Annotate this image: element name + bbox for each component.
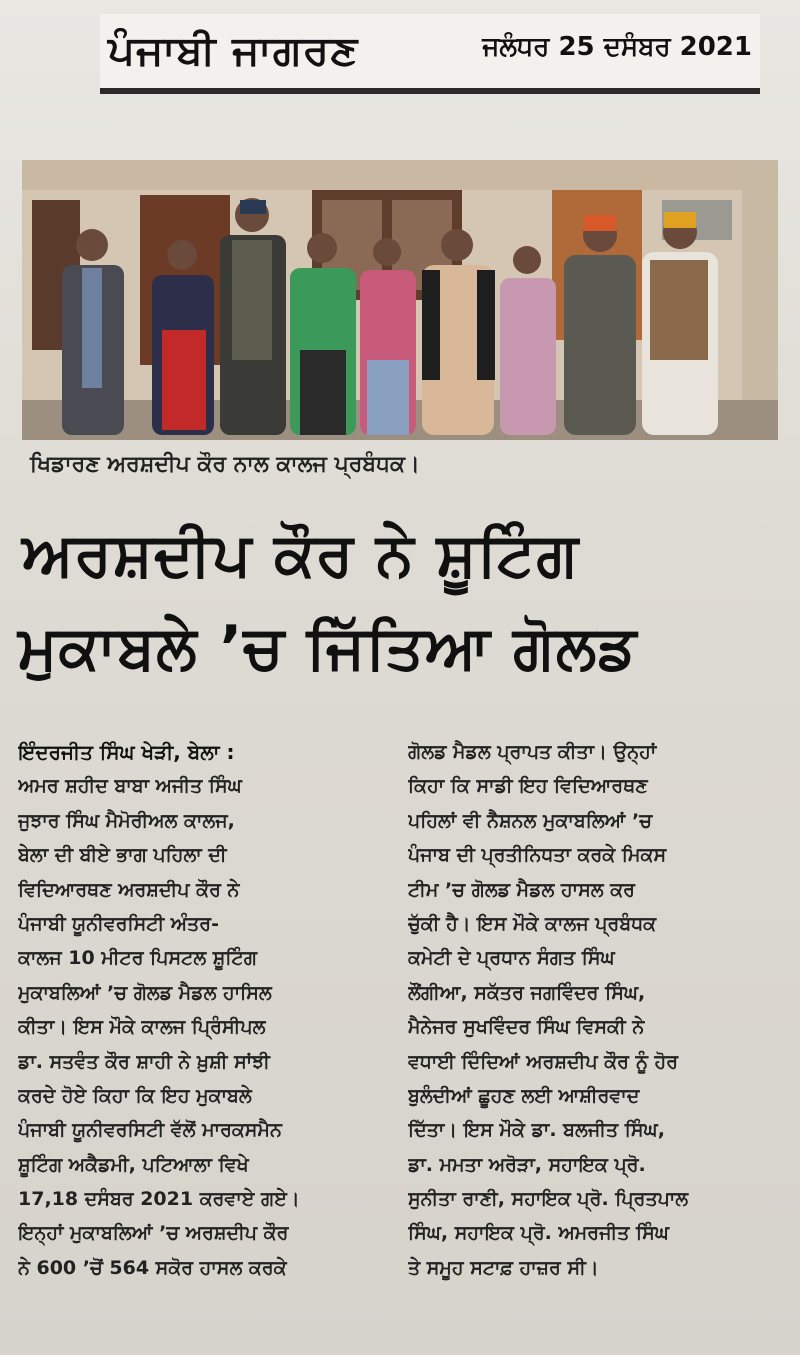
article-line: ਟੀਮ ’ਚ ਗੋਲਡ ਮੈਡਲ ਹਾਸਲ ਕਰ [408,878,635,901]
article-line: ਪੰਜਾਬੀ ਯੂਨੀਵਰਸਿਟੀ ਵੱਲੋਂ ਮਾਰਕਸਮੈਨ [18,1119,282,1142]
article-line: ਮੁਕਾਬਲਿਆਂ ’ਚ ਗੋਲਡ ਮੈਡਲ ਹਾਸਿਲ [18,981,272,1004]
article-line: ਵਿਦਿਆਰਥਣ ਅਰਸ਼ਦੀਪ ਕੌਰ ਨੇ [18,878,240,901]
article-line: ਪੰਜਾਬ ਦੀ ਪ੍ਰਤੀਨਿਧਤਾ ਕਰਕੇ ਮਿਕਸ [408,844,667,867]
article-line: ਲੌਂਗੀਆ, ਸਕੱਤਰ ਜਗਵਿੰਦਰ ਸਿੰਘ, [408,981,646,1004]
article-column-right [408,735,782,1285]
headline-line-2: ਮੁਕਾਬਲੇ ’ਚ ਜਿੱਤਿਆ ਗੋਲਡ [18,613,638,683]
article-line: ਇਨ੍ਹਾਂ ਮੁਕਾਬਲਿਆਂ ’ਚ ਅਰਸ਼ਦੀਪ ਕੌਰ [18,1222,289,1245]
article-line: ਚੁੱਕੀ ਹੈ। ਇਸ ਮੌਕੇ ਕਾਲਜ ਪ੍ਰਬੰਧਕ [408,912,657,935]
article-line: ਤੇ ਸਮੂਹ ਸਟਾਫ਼ ਹਾਜ਼ਰ ਸੀ। [408,1256,599,1279]
article-column-left [18,735,390,1285]
photo-caption: ਖਿਡਾਰਣ ਅਰਸ਼ਦੀਪ ਕੌਰ ਨਾਲ ਕਾਲਜ ਪ੍ਰਬੰਧਕ। [30,452,420,477]
article-line: ਅਮਰ ਸ਼ਹੀਦ ਬਾਬਾ ਅਜੀਤ ਸਿੰਘ [18,775,242,798]
article-line: ਵਧਾਈ ਦਿੰਦਿਆਂ ਅਰਸ਼ਦੀਪ ਕੌਰ ਨੂੰ ਹੋਰ [408,1050,678,1073]
article-line: ਬੇਲਾ ਦੀ ਬੀਏ ਭਾਗ ਪਹਿਲਾ ਦੀ [18,844,227,867]
article-line: ਕਿਹਾ ਕਿ ਸਾਡੀ ਇਹ ਵਿਦਿਆਰਥਣ [408,775,648,798]
article-line: ਗੋਲਡ ਮੈਡਲ ਪ੍ਰਾਪਤ ਕੀਤਾ। ਉਨ੍ਹਾਂ [408,741,657,763]
article-line: ਕਾਲਜ 10 ਮੀਟਰ ਪਿਸਟਲ ਸ਼ੂਟਿੰਗ [18,947,257,970]
article-line: ਸੁਨੀਤਾ ਰਾਣੀ, ਸਹਾਇਕ ਪ੍ਰੋ. ਪ੍ਰਿਤਪਾਲ [408,1188,689,1211]
dateline: ਜਲੰਧਰ 25 ਦਸੰਬਰ 2021 [482,32,752,62]
article-line: ਸਿੰਘ, ਸਹਾਇਕ ਪ੍ਰੋ. ਅਮਰਜੀਤ ਸਿੰਘ [408,1222,669,1245]
article-line: ਮੈਨੇਜਰ ਸੁਖਵਿੰਦਰ ਸਿੰਘ ਵਿਸਕੀ ਨੇ [408,1016,645,1039]
article-line: ਇੰਦਰਜੀਤ ਸਿੰਘ ਖੇੜੀ, ਬੇਲਾ : [18,740,235,764]
article-line: ਕਰਦੇ ਹੋਏ ਕਿਹਾ ਕਿ ਇਹ ਮੁਕਾਬਲੇ [18,1084,252,1107]
newspaper-logo: ਪੰਜਾਬੀ ਜਾਗਰਣ [108,28,359,74]
article-line: ਨੇ 600 ’ਚੋਂ 564 ਸਕੋਰ ਹਾਸਲ ਕਰਕੇ [18,1256,287,1279]
article-line: ਪੰਜਾਬੀ ਯੂਨੀਵਰਸਿਟੀ ਅੰਤਰ- [18,912,219,935]
article-line: ਡਾ. ਸਤਵੰਤ ਕੌਰ ਸ਼ਾਹੀ ਨੇ ਖ਼ੁਸ਼ੀ ਸਾਂਝੀ [18,1050,270,1073]
group-photo [22,160,778,440]
article-line: ਕਮੇਟੀ ਦੇ ਪ੍ਰਧਾਨ ਸੰਗਤ ਸਿੰਘ [408,947,615,970]
article-line: ਸ਼ੂਟਿੰਗ ਅਕੈਡਮੀ, ਪਟਿਆਲਾ ਵਿਖੇ [18,1153,249,1176]
article-line: ਪਹਿਲਾਂ ਵੀ ਨੈਸ਼ਨਲ ਮੁਕਾਬਲਿਆਂ ’ਚ [408,809,653,832]
article-line: ਡਾ. ਮਮਤਾ ਅਰੋੜਾ, ਸਹਾਇਕ ਪ੍ਰੋ. [408,1153,646,1176]
article-line: ਜੁਝਾਰ ਸਿੰਘ ਮੈਮੋਰੀਅਲ ਕਾਲਜ, [18,809,235,832]
article-line: 17,18 ਦਸੰਬਰ 2021 ਕਰਵਾਏ ਗਏ। [18,1188,300,1211]
article-line: ਬੁਲੰਦੀਆਂ ਛੂਹਣ ਲਈ ਆਸ਼ੀਰਵਾਦ [408,1084,640,1107]
group-photo-illustration [22,160,778,440]
article-line: ਕੀਤਾ। ਇਸ ਮੌਕੇ ਕਾਲਜ ਪ੍ਰਿੰਸੀਪਲ [18,1016,266,1039]
masthead [100,14,760,94]
headline-line-1: ਅਰਸ਼ਦੀਪ ਕੌਰ ਨੇ ਸ਼ੂਟਿੰਗ [22,520,580,590]
article-line: ਦਿੱਤਾ। ਇਸ ਮੌਕੇ ਡਾ. ਬਲਜੀਤ ਸਿੰਘ, [408,1119,665,1142]
